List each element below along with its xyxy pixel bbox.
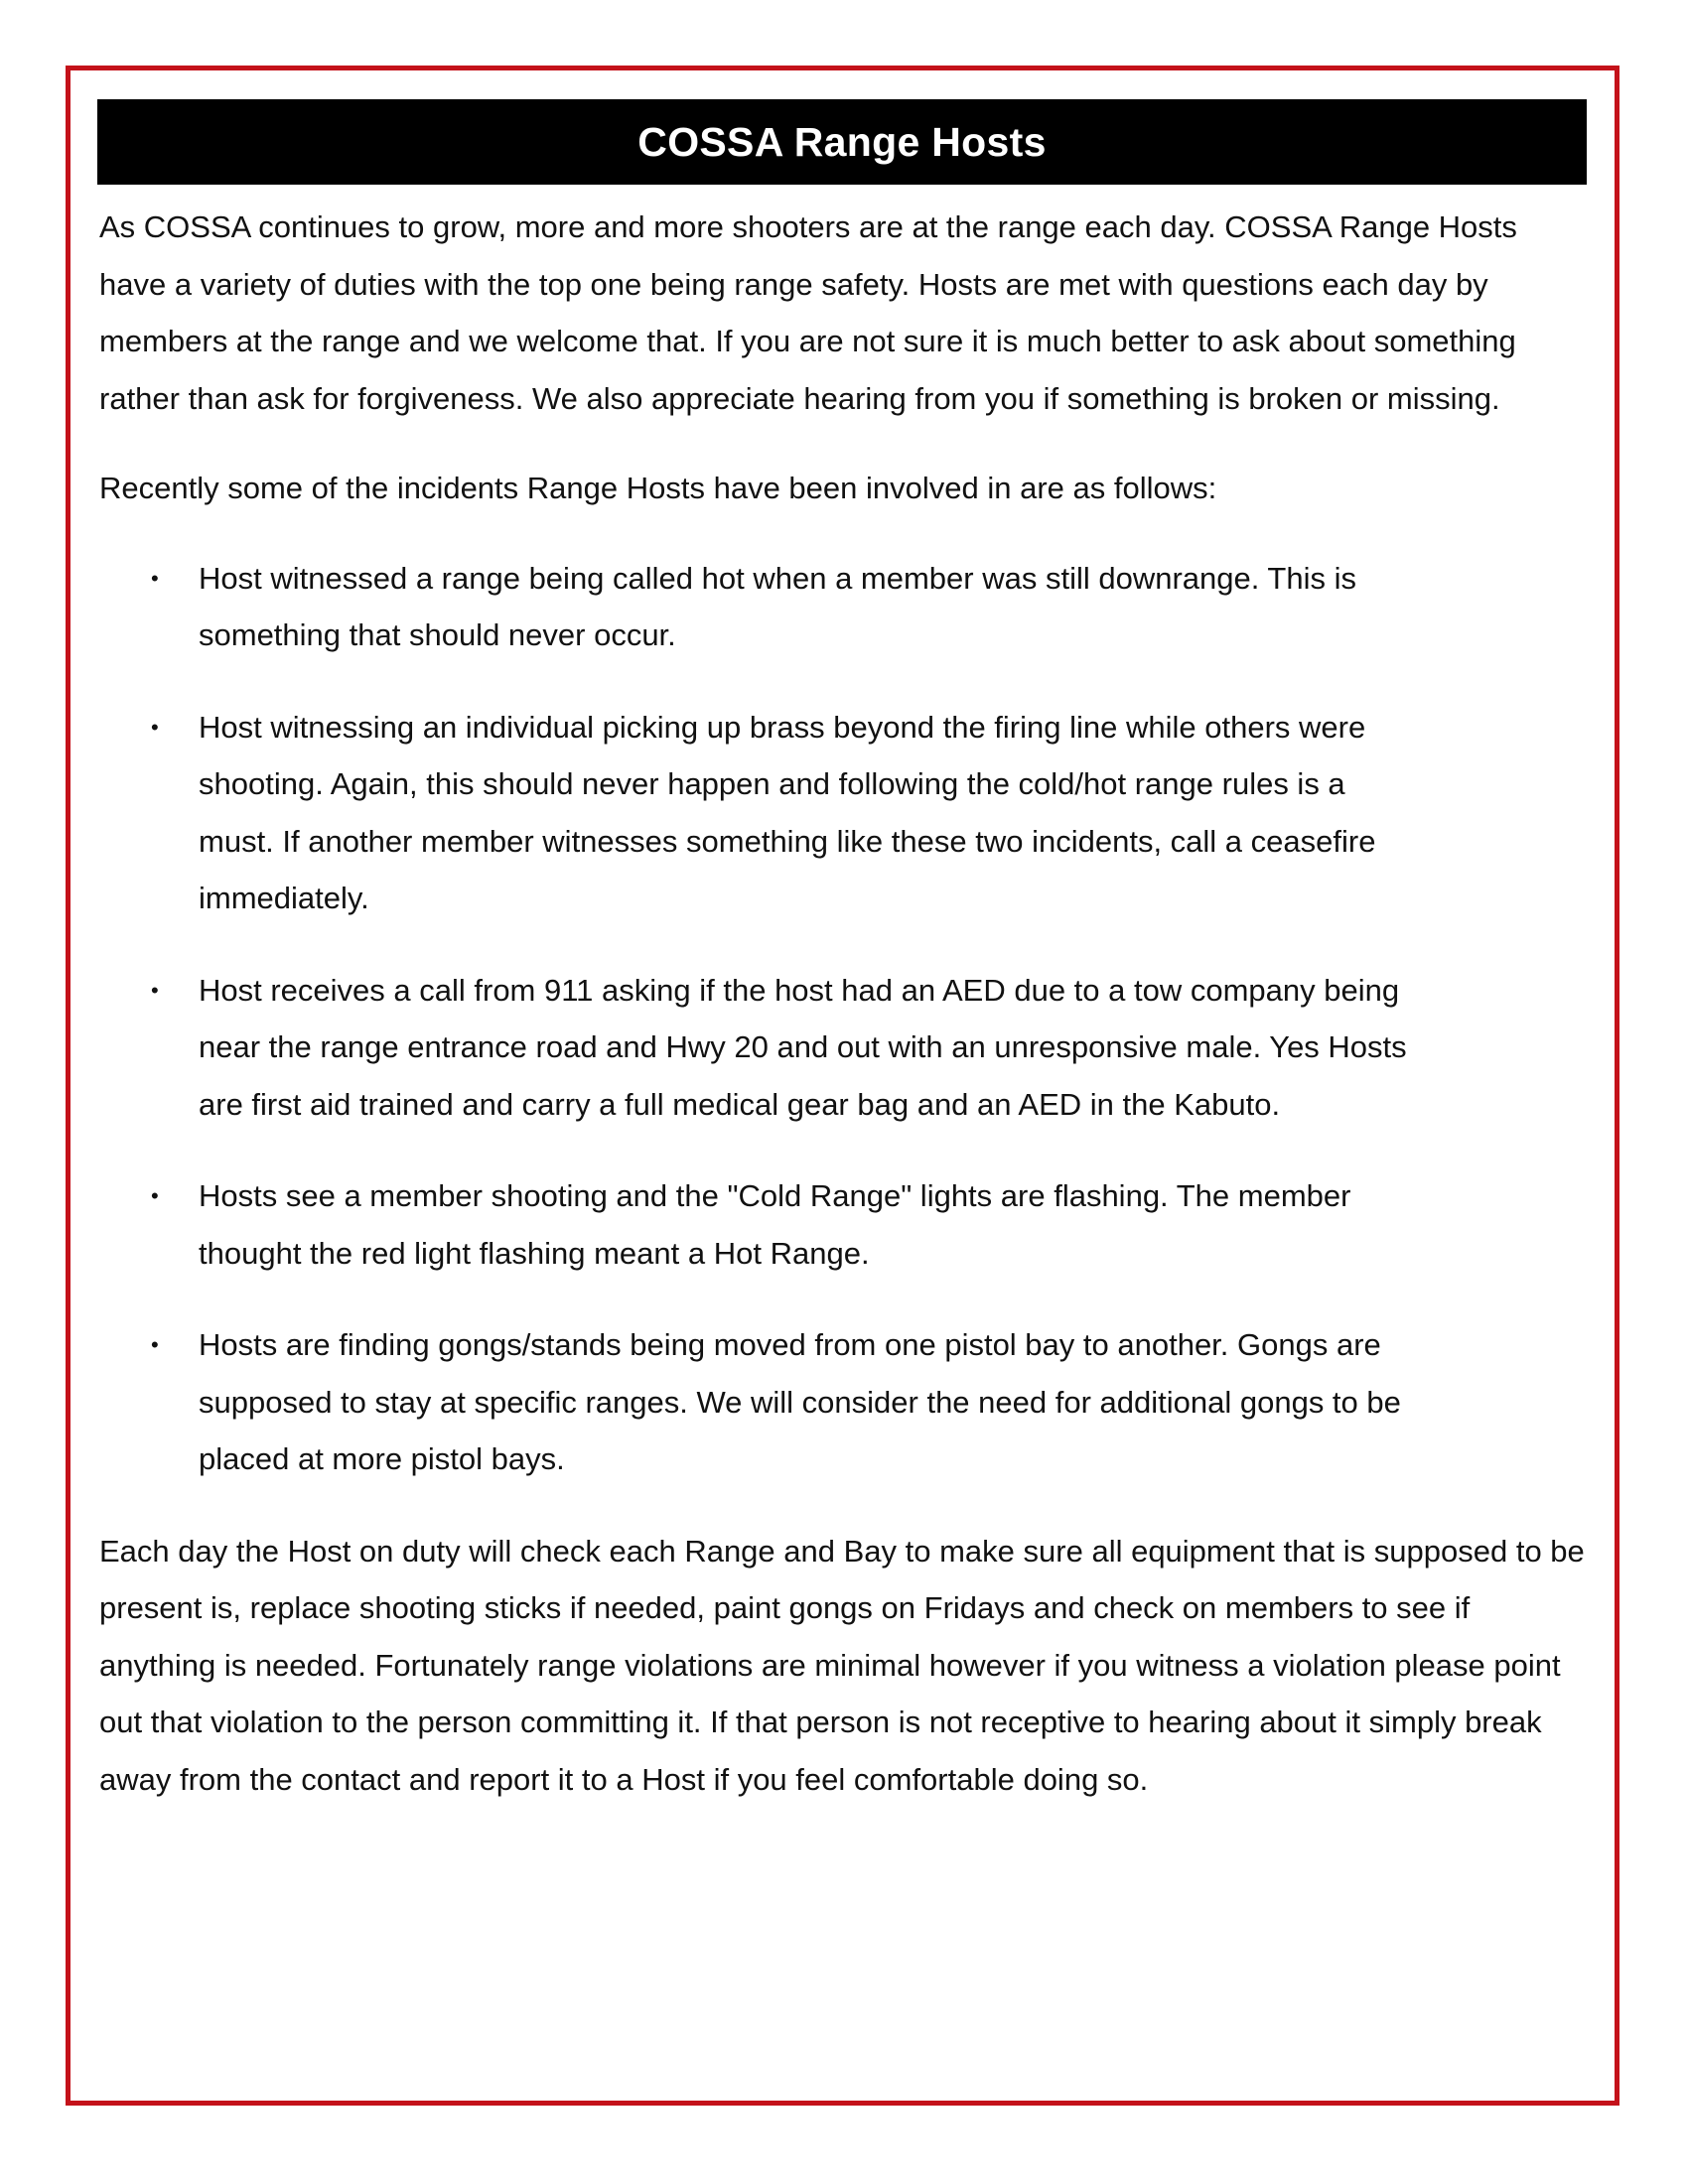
- page-title: COSSA Range Hosts: [637, 118, 1047, 165]
- bullet-icon: •: [151, 1183, 159, 1208]
- bullet-icon: •: [151, 977, 159, 1003]
- incident-text: Host witnessing an individual picking up brass beyond the firing line while others were shooting. Again, this should never happen and following the cold/hot range rules is a must. If another member witnesses something like these two incidents, call a ceasefire immediately.: [199, 709, 1376, 915]
- incident-text: Hosts are finding gongs/stands being moved from one pistol bay to another. Gongs are supposed to stay at specific ranges. We will consider the need for additional gongs to be placed at more pistol bays.: [199, 1327, 1401, 1476]
- intro-paragraph: As COSSA continues to grow, more and more shooters are at the range each day. COSSA Range Hosts have a variety of duties with the top one being range safety. Hosts are met with questions each day by members at the range and we welcome that. If you are not sure it is much better to ask about something rather than ask for forgiveness. We also appreciate hearing from you if something is broken or missing.: [99, 209, 1517, 416]
- title-banner: [97, 99, 1587, 185]
- closing-paragraph: Each day the Host on duty will check each Range and Bay to make sure all equipment that is supposed to be present is, replace shooting sticks if needed, paint gongs on Fridays and check on members to see if anything is needed. Fortunately range violations are minimal however if you witness a violation please point out that violation to the person committing it. If that person is not receptive to hearing about it simply break away from the contact and report it to a Host if you feel comfortable doing so.: [99, 1533, 1585, 1797]
- incident-text: Host receives a call from 911 asking if the host had an AED due to a tow company being near the range entrance road and Hwy 20 and out with an unresponsive male. Yes Hosts are first aid trained and carry a full medical gear bag and an AED in the Kabuto.: [199, 972, 1407, 1122]
- incidents-lead-in: Recently some of the incidents Range Hosts have been involved in are as follows:: [99, 471, 1217, 505]
- incident-text: Host witnessed a range being called hot when a member was still downrange. This is something that should never occur.: [199, 560, 1356, 652]
- incident-item: [99, 1316, 1425, 1488]
- bullet-icon: •: [151, 714, 159, 740]
- incident-text: Hosts see a member shooting and the "Cold Range" lights are flashing. The member thought the red light flashing meant a Hot Range.: [199, 1178, 1351, 1271]
- incident-list: [99, 550, 1589, 1488]
- incident-item: [99, 962, 1425, 1134]
- incident-item: [99, 550, 1425, 664]
- bullet-icon: •: [151, 1332, 159, 1357]
- incident-item: [99, 1167, 1425, 1282]
- bullet-icon: •: [151, 565, 159, 591]
- document-body: [99, 199, 1589, 1808]
- incident-item: [99, 699, 1425, 927]
